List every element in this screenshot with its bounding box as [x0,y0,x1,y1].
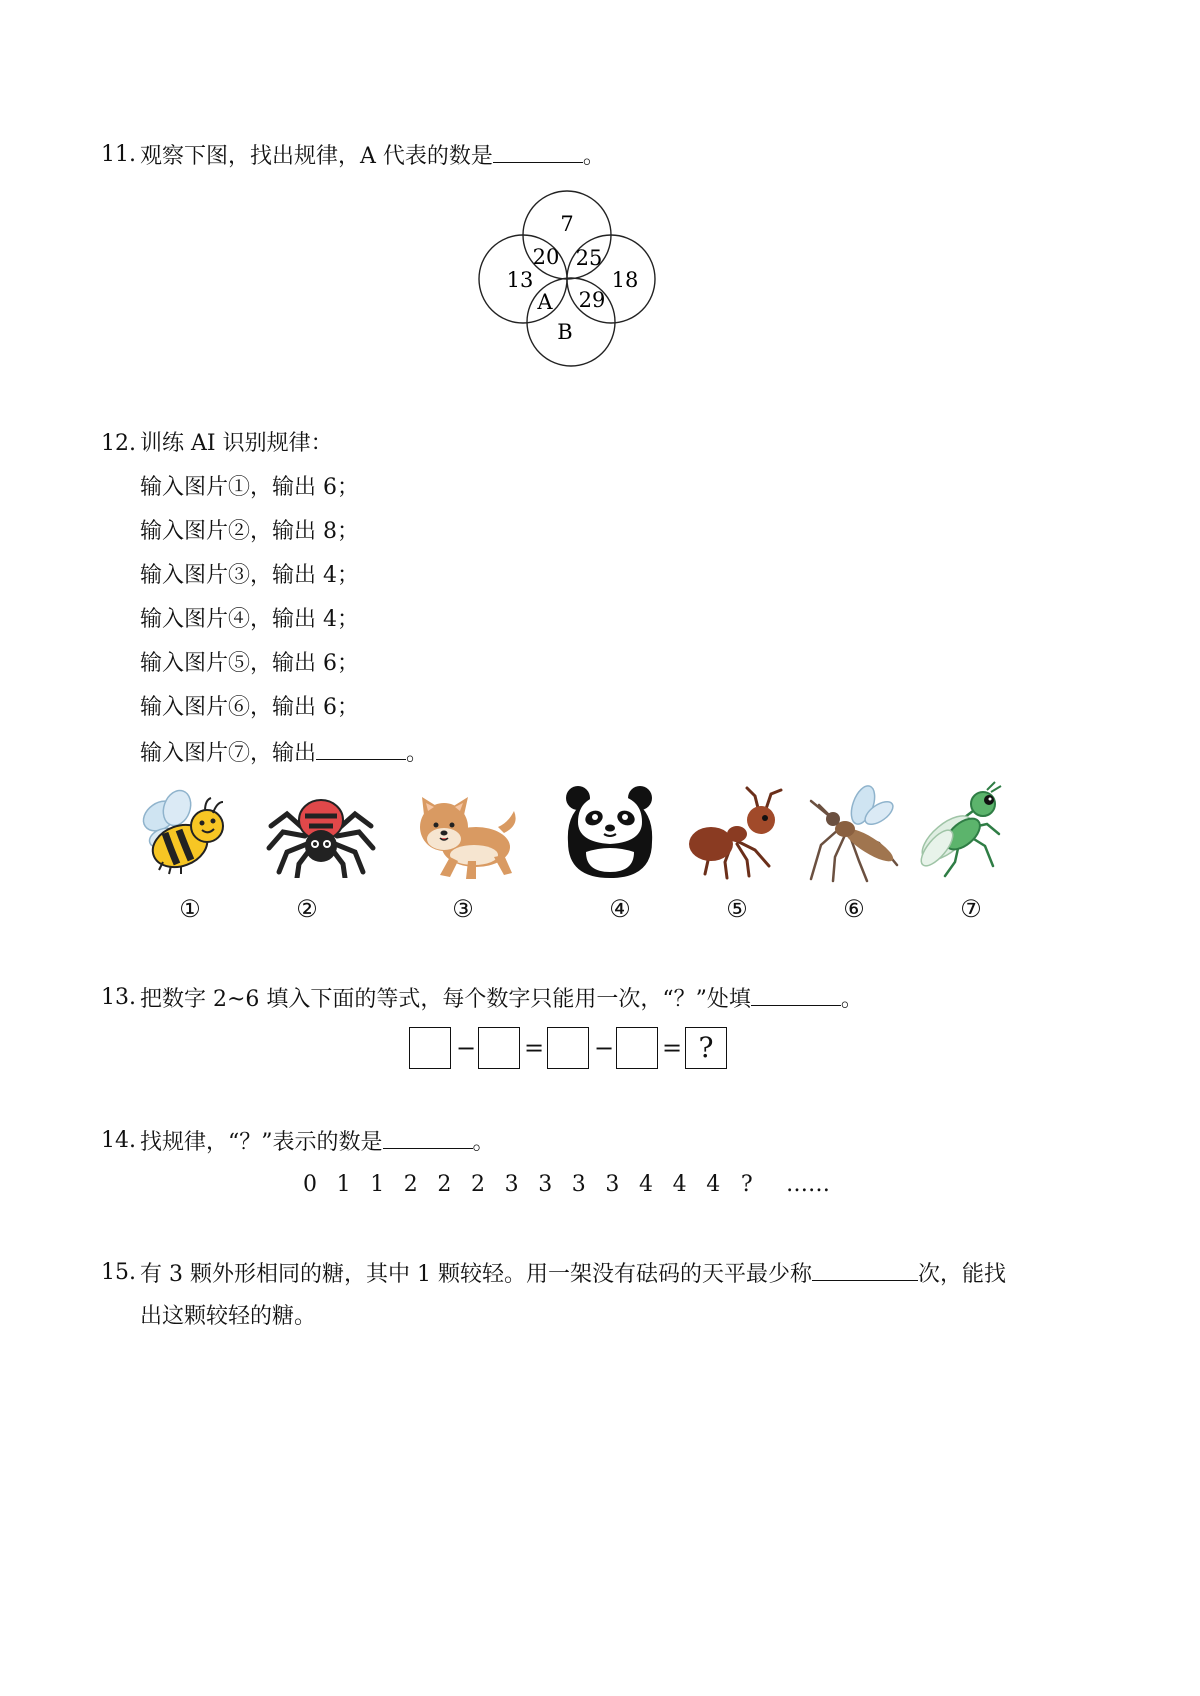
diagram-right-value: 18 [611,268,639,292]
q11-answer-blank[interactable] [493,140,583,163]
q15-number: 15. [101,1260,136,1285]
q12-answer-blank[interactable] [316,737,406,760]
equation-op-1: − [456,1034,477,1062]
dog-icon [410,795,522,881]
q15-line-2: 出这颗较轻的糖。 [140,1304,317,1329]
mosquito-icon [805,785,903,883]
equation-op-3: − [594,1034,615,1062]
q15-prompt: 有 3 颗外形相同的糖，其中 1 颗较轻。用一架没有砝码的天平最少称 [140,1262,812,1287]
equation-box-4[interactable] [616,1027,658,1069]
sequence-item: 3 [571,1172,586,1197]
image-label-2: ② [296,895,318,923]
sequence-item: 2 [471,1172,485,1197]
q15-mid: 次，能找 [917,1262,1006,1287]
q12-line-5: 输入图片⑤，输出 6； [140,651,359,676]
bee-icon [135,788,230,880]
q14-number: 14. [101,1128,136,1153]
q12-title: 训练 AI 识别规律： [140,431,333,456]
image-label-3: ③ [452,895,474,923]
sequence-item: 1 [370,1172,385,1197]
equation-box-1[interactable] [409,1027,451,1069]
q13-prompt: 把数字 2~6 填入下面的等式，每个数字只能用一次，“？”处填 [140,987,751,1012]
sequence-item: 3 [605,1172,620,1197]
sequence-item: 4 [639,1172,653,1197]
q12-line-3: 输入图片③，输出 4； [140,563,359,588]
sequence-item: ? [740,1172,753,1197]
fly-icon [915,780,1010,882]
sequence-item: 3 [504,1172,519,1197]
q12-last-end: 。 [406,741,429,766]
q12-number: 12. [101,431,136,456]
equation-box-2[interactable] [478,1027,520,1069]
image-label-1: ① [179,895,201,923]
sequence-item: 1 [336,1172,351,1197]
q14-answer-blank[interactable] [383,1126,473,1149]
diagram-top-right-value: 25 [575,246,603,270]
diagram-bottom-value: B [557,320,573,344]
equation-op-4: = [662,1034,683,1062]
q14-text [140,1126,495,1158]
image-label-5: ⑤ [726,895,748,923]
q11-circle-diagram [470,185,670,375]
sequence-item: 4 [672,1172,687,1197]
diagram-bottom-right-value: 29 [578,288,606,312]
q13-answer-blank[interactable] [751,983,841,1006]
diagram-top-left-value: 20 [532,245,560,269]
ant-icon [685,782,785,882]
image-label-4: ④ [609,895,631,923]
q15-text [140,1258,1006,1290]
q13-text [140,983,863,1015]
q11-text [140,140,605,172]
panda-icon [560,782,660,882]
sequence-item: 2 [403,1172,418,1197]
q11-number: 11. [101,142,136,167]
q12-line-2: 输入图片②，输出 8； [140,519,359,544]
q12-line-1: 输入图片①，输出 6； [140,475,359,500]
q12-line-7 [140,737,428,769]
sequence-item: 0 [303,1172,317,1197]
image-label-7: ⑦ [960,895,982,923]
diagram-bottom-left-value: A [537,290,553,314]
sequence-item: 2 [437,1172,452,1197]
q14-ellipsis: …… [786,1172,830,1197]
sequence-item: 4 [706,1172,721,1197]
q13-number: 13. [101,985,136,1010]
sequence-item: 3 [538,1172,553,1197]
spider-icon [265,792,377,878]
q12-line-4: 输入图片④，输出 4； [140,607,359,632]
q15-answer-blank[interactable] [812,1258,918,1281]
diagram-top-value: 7 [560,212,574,236]
equation-box-3[interactable] [547,1027,589,1069]
q14-period: 。 [472,1130,495,1155]
q11-period: 。 [582,144,605,169]
equation-answer-box[interactable]: ? [685,1027,727,1069]
equation-op-2: = [524,1034,545,1062]
q12-line-6: 输入图片⑥，输出 6； [140,695,359,720]
q12-last-prompt: 输入图片⑦，输出 [140,741,317,766]
diagram-left-value: 13 [506,268,534,292]
image-label-6: ⑥ [843,895,865,923]
q11-prompt: 观察下图，找出规律，A 代表的数是 [140,144,493,169]
q13-period: 。 [840,987,863,1012]
q14-prompt: 找规律，“？”表示的数是 [140,1130,383,1155]
